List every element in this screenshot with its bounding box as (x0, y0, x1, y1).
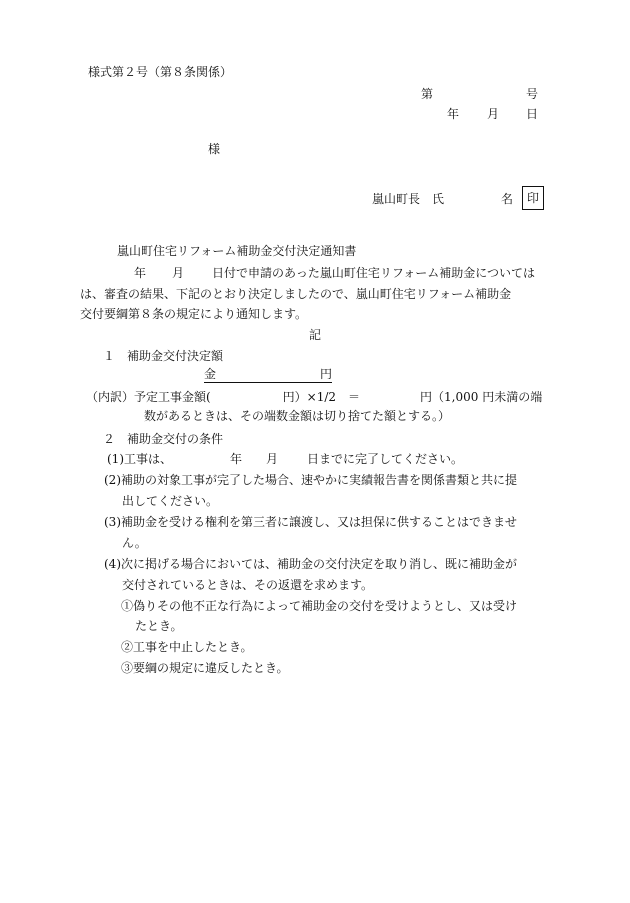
body-year: 年 (134, 266, 147, 280)
doc-number-prefix: 第 (421, 87, 434, 101)
condition-3-line-1: (3)補助金を受ける権利を第三者に譲渡し、又は担保に供することはできませ (104, 515, 518, 529)
addressee-suffix: 様 (208, 142, 221, 156)
condition-2-line-2: 出してください。 (122, 494, 219, 508)
amount-yen: 円 (319, 367, 332, 381)
condition-1-year: 年 (230, 452, 243, 466)
seal-box (522, 186, 544, 210)
breakdown-line-2: 数があるときは、その端数金額は切り捨てた額とする。） (144, 409, 451, 423)
item-2: ②工事を中止したとき。 (121, 640, 253, 654)
body-line-3: 交付要綱第８条の規定により通知します。 (80, 307, 308, 321)
condition-1-rest: 日までに完了してください。 (307, 452, 464, 466)
ki-heading: 記 (309, 328, 322, 342)
date-month: 月 (487, 107, 500, 121)
section-2-heading: ２ 補助金交付の条件 (103, 432, 224, 446)
breakdown-line-1: （内訳）予定工事金額( 円）×1/2 ＝ 円（1,000 円未満の端 (86, 390, 543, 404)
condition-1-start: (1)工事は、 (107, 452, 172, 466)
doc-number-suffix: 号 (526, 87, 539, 101)
item-1-line-1: ①偽りその他不正な行為によって補助金の交付を受けようとし、又は受け (121, 599, 518, 613)
body-line-2: は、審査の結果、下記のとおり決定しましたので、嵐山町住宅リフォーム補助金 (80, 287, 512, 301)
item-3: ③要綱の規定に違反したとき。 (121, 661, 289, 675)
condition-4-line-2: 交付されているときは、その返還を求めます。 (122, 578, 374, 592)
item-1-line-2: たとき。 (135, 619, 183, 633)
condition-4-line-1: (4)次に掲げる場合においては、補助金の交付決定を取り消し、既に補助金が (104, 557, 518, 571)
condition-2-line-1: (2)補助の対象工事が完了した場合、速やかに実績報告書を関係書類と共に提 (104, 473, 518, 487)
date-day: 日 (526, 107, 539, 121)
mayor-title: 嵐山町長 氏 (372, 192, 445, 206)
date-year: 年 (447, 107, 460, 121)
condition-3-line-2: ん。 (122, 536, 147, 550)
mayor-name-label: 名 (501, 192, 514, 206)
body-line-1: 日付で申請のあった嵐山町住宅リフォーム補助金については (212, 266, 536, 280)
amount-kin: 金 (204, 367, 217, 381)
body-month: 月 (172, 266, 185, 280)
document-title: 嵐山町住宅リフォーム補助金交付決定通知書 (117, 244, 357, 258)
amount-line (204, 368, 332, 383)
seal-text: 印 (526, 191, 539, 205)
condition-1-month: 月 (266, 452, 279, 466)
section-1-heading: １ 補助金交付決定額 (103, 349, 224, 363)
form-number: 様式第２号（第８条関係） (88, 65, 233, 79)
